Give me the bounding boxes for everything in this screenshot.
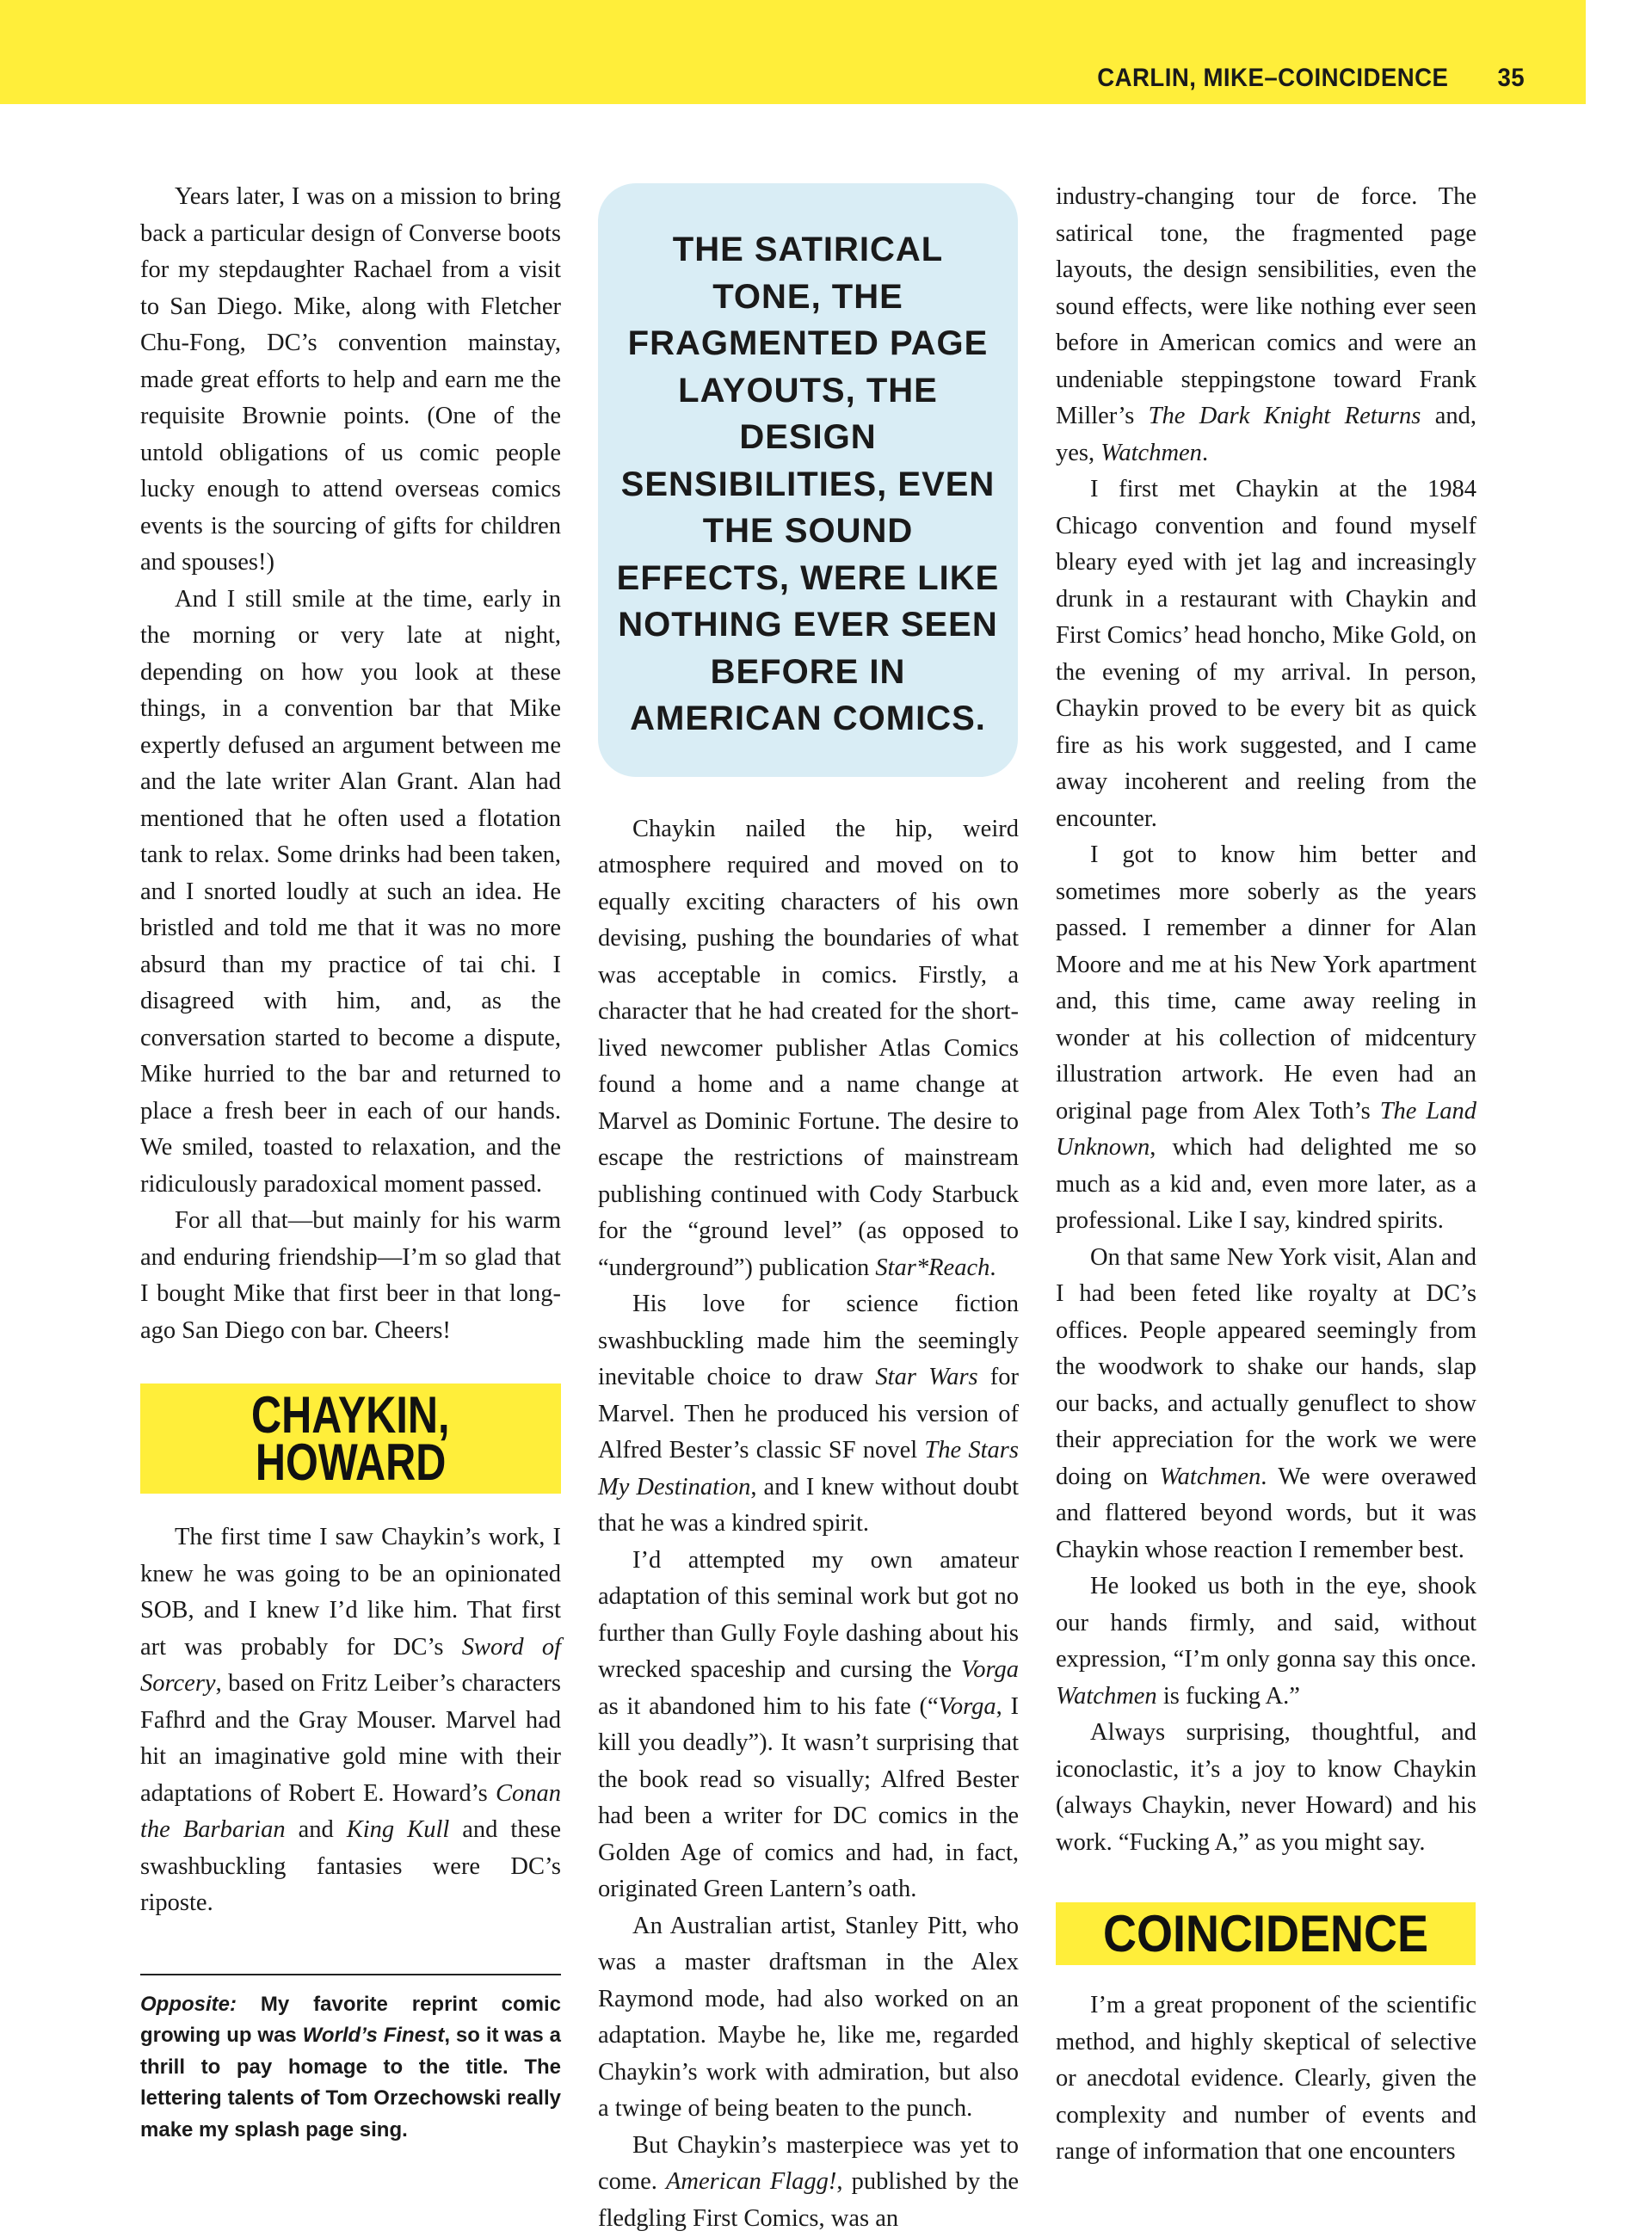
text-run: .: [989, 1254, 996, 1281]
text-run: for Marvel. Then he produced his version of Alfred Bester’s classic SF novel: [598, 1364, 1019, 1464]
column-3: [1056, 179, 1476, 2171]
italic-title: Conan the Barbarian: [140, 1780, 561, 1844]
text-run: I first met Chaykin at the 1984 Chicago convention and found myself bleary eyed with jet lag and increasingly drunk in a restaurant with Chaykin and First Comics’ head honcho, Mike Gold, on the evening of my arrival. In person, Chaykin proved to be every bit as quick fire as his work suggested, and I came away incoherent and reeling from the encounter.: [1056, 476, 1476, 832]
heading-line: CHAYKIN,: [251, 1391, 449, 1439]
text-run: Chaykin nailed the hip, weird atmosphere required and moved on to equally exciting characters of his own devising, pushing the boundaries of what was acceptable in comics. Firstly, a character that he had created for the short-lived newcomer publisher Atlas Comics found a home and a name change at Marvel as Dominic Fortune. The desire to escape the restrictions of mainstream publishing continued with Cody Starbuck for the “ground level” (as opposed to “underground”) publication: [598, 816, 1019, 1281]
column-2-wrap: [598, 183, 1019, 2237]
italic-title: Opposite:: [140, 1993, 237, 2016]
paragraph: [1056, 837, 1476, 1240]
text-run: , based on Fritz Leiber’s characters Fafhrd and the Gray Mouser. Marvel had hit an imaginative gold mine with their adaptations of Robert E. Howard’s: [140, 1670, 561, 1807]
text-run: , published by the fledgling First Comics, was an: [598, 2168, 1019, 2232]
text-run: But Chaykin’s masterpiece was yet to come.: [598, 2132, 1019, 2196]
italic-title: Sword of Sorcery: [140, 1634, 561, 1698]
italic-title: Watchmen: [1100, 440, 1202, 466]
column-3-bottom: [1056, 1987, 1476, 2171]
paragraph: [1056, 1987, 1476, 2171]
heading-line: HOWARD: [256, 1439, 446, 1486]
text-run: , so it was a thrill to pay homage to the title. The lettering talents of Tom Orzechowski really make my splash page sing.: [140, 2024, 561, 2141]
text-run: and, yes,: [1056, 403, 1476, 466]
column-2: [598, 811, 1019, 2237]
paragraph: [140, 582, 561, 1204]
italic-title: Star*Reach: [875, 1254, 989, 1281]
paragraph: [140, 1519, 561, 1922]
paragraph: [598, 1908, 1019, 2128]
entry-heading-coincidence: [1056, 1902, 1476, 1965]
text-run: and: [286, 1816, 347, 1843]
text-run: His love for science fiction swashbuckling made him the seemingly inevitable choice to draw: [598, 1291, 1019, 1390]
paragraph: [598, 1543, 1019, 1908]
text-run: An Australian artist, Stanley Pitt, who was a master draftsman in the Alex Raymond mode, had also worked on an adaptation. Maybe he, like me, regarded Chaykin’s work with admiration, but also a twinge of being beaten to the punch.: [598, 1913, 1019, 2123]
text-run: On that same New York visit, Alan and I had been feted like royalty at DC’s offices. People appeared seemingly from the woodwork to shake our hands, slap our backs, and actually genuflect to show their appreciation for the work we were doing on: [1056, 1244, 1476, 1490]
italic-title: Vorga: [961, 1656, 1019, 1683]
text-run: is fucking A.”: [1157, 1683, 1300, 1710]
text-run: The first time I saw Chaykin’s work, I knew he was going to be an opinionated SOB, and I knew I’d like him. That first art was probably for DC’s: [140, 1524, 561, 1661]
paragraph: [1056, 1568, 1476, 1715]
paragraph: [1056, 1240, 1476, 1569]
column-3-top: [1056, 179, 1476, 1861]
column-1: [140, 179, 561, 2146]
text-run: He looked us both in the eye, shook our hands firmly, and said, without expression, “I’m only gonna say this once.: [1056, 1573, 1476, 1673]
paragraph: [598, 1286, 1019, 1543]
italic-title: American Flagg!: [666, 2168, 836, 2195]
paragraph: [1056, 471, 1476, 837]
heading-line: COINCIDENCE: [1103, 1908, 1428, 1960]
paragraph: [598, 811, 1019, 1287]
text-run: I’m a great proponent of the scientific method, and highly skeptical of selective or anecdotal evidence. Clearly, given the complexity and number of events and range of information that one encounters: [1056, 1992, 1476, 2165]
italic-title: Watchmen: [1160, 1464, 1261, 1490]
italic-title: Vorga: [939, 1693, 996, 1720]
paragraph: [598, 2128, 1019, 2237]
italic-title: The Dark Knight Returns: [1149, 403, 1421, 429]
italic-title: Star Wars: [875, 1364, 977, 1390]
running-header: [1097, 64, 1525, 93]
entry-heading-chaykin: [140, 1383, 561, 1494]
running-title: CARLIN, MIKE–COINCIDENCE: [1097, 64, 1448, 93]
paragraph: [140, 1203, 561, 1349]
column-1-bottom: [140, 1519, 561, 1922]
image-caption: [140, 1989, 561, 2147]
page-number: 35: [1497, 64, 1525, 93]
paragraph: [1056, 179, 1476, 471]
text-run: as it abandoned him to his fate (“: [598, 1693, 939, 1720]
text-run: Years later, I was on a mission to bring back a particular design of Converse boots for my stepdaughter Rachael from a visit to San Diego. Mike, along with Fletcher Chu-Fong, DC’s convention mainstay, made great efforts to help and earn me the requisite Brownie points. (One of the untold obligations of us comic people lucky enough to attend overseas comics events is the sourcing of gifts for children and spouses!): [140, 183, 561, 576]
paragraph: [140, 179, 561, 582]
caption-divider: [140, 1974, 561, 1975]
italic-title: The Stars My Destination: [598, 1437, 1019, 1501]
italic-title: King Kull: [347, 1816, 450, 1843]
text-run: . We were overawed and flattered beyond words, but it was Chaykin whose reaction I remember best.: [1056, 1464, 1476, 1563]
text-run: , which had delighted me so much as a kid and, even more later, as a professional. Like I say, kindred spirits.: [1056, 1134, 1476, 1234]
text-run: I got to know him better and sometimes more soberly as the years passed. I remember a dinner for Alan Moore and me at his New York apartment and, this time, came away reeling in wonder at his collection of midcentury illustration artwork. He even had an original page from Alex Toth’s: [1056, 841, 1476, 1125]
text-run: industry-changing tour de force. The satirical tone, the fragmented page layouts, the design sensibilities, even the sound effects, were like nothing ever seen before in American comics and were an undeniable steppingstone toward Frank Miller’s: [1056, 183, 1476, 429]
text-run: , and I knew without doubt that he was a kindred spirit.: [598, 1474, 1019, 1538]
text-run: and these swashbuckling fantasies were DC’s riposte.: [140, 1816, 561, 1916]
text-run: Always surprising, thoughtful, and iconoclastic, it’s a joy to know Chaykin (always Chaykin, never Howard) and his work. “Fucking A,” as you might say.: [1056, 1719, 1476, 1856]
text-run: , I kill you deadly”). It wasn’t surprising that the book read so visually; Alfred Bester had been a writer for DC comics in the Golden Age of comics and had, in fact, originated Green Lantern’s oath.: [598, 1693, 1019, 1903]
italic-title: World’s Finest: [303, 2024, 445, 2047]
text-run: My favorite reprint comic growing up was: [140, 1993, 561, 2048]
italic-title: The Land Unknown: [1056, 1098, 1476, 1162]
paragraph: [1056, 1715, 1476, 1861]
italic-title: Watchmen: [1056, 1683, 1157, 1710]
column-1-top: [140, 179, 561, 1349]
text-run: And I still smile at the time, early in the morning or very late at night, depending on how you look at these things, in a convention bar that Mike expertly defused an argument between me and the late writer Alan Grant. Alan had mentioned that he often used a flotation tank to relax. Some drinks had been taken, and I snorted loudly at such an idea. He bristled and told me that it was no more absurd than my practice of tai chi. I disagreed with him, and, as the conversation started to become a dispute, Mike hurried to the bar and returned to place a fresh beer in each of our hands. We smiled, toasted to relaxation, and the ridiculously paradoxical moment passed.: [140, 586, 561, 1198]
text-run: I’d attempted my own amateur adaptation of this seminal work but got no further than Gully Foyle dashing about his wrecked spaceship and cursing the: [598, 1547, 1019, 1684]
text-run: .: [1202, 440, 1208, 466]
text-run: For all that—but mainly for his warm and enduring friendship—I’m so glad that I bought Mike that first beer in that long-ago San Diego con bar. Cheers!: [140, 1207, 561, 1344]
pull-quote: THE SATIRICAL TONE, THE FRAGMENTED PAGE LAYOUTS, THE DESIGN SENSIBILITIES, EVEN THE SOUND EFFECTS, WERE LIKE NOTHING EVER SEEN BEFORE IN AMERICAN COMICS.: [598, 183, 1018, 777]
